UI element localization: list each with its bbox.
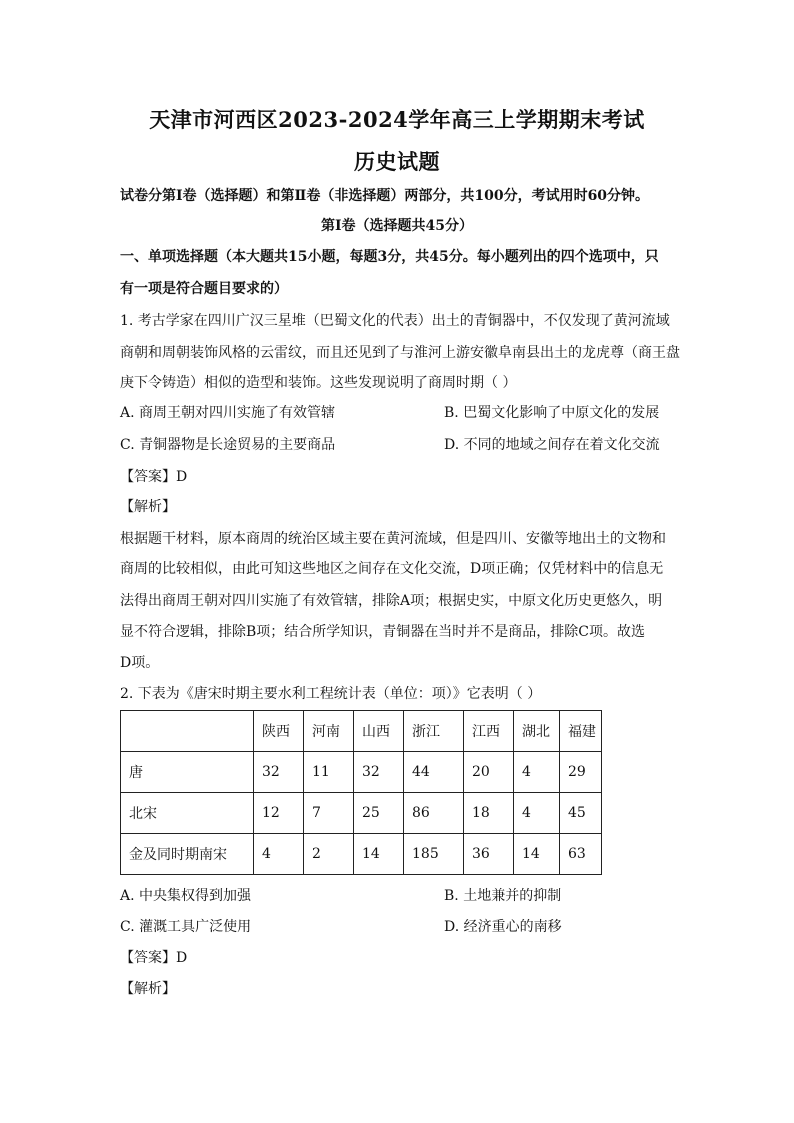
table-cell: 14 — [354, 834, 404, 875]
table-cell: 29 — [560, 752, 602, 793]
table-header-cell: 湖北 — [514, 711, 560, 752]
exam-subtitle: 历史试题 — [354, 149, 440, 174]
table-cell: 2 — [304, 834, 354, 875]
section-title: 第Ⅰ卷（选择题共45分） — [320, 218, 474, 234]
table-cell: 36 — [464, 834, 514, 875]
table-header-cell — [121, 711, 254, 752]
table-cell: 12 — [254, 793, 304, 834]
table-header-cell: 江西 — [464, 711, 514, 752]
q1-analysis-line: D项。 — [120, 655, 160, 671]
q1-stem-line: 1. 考古学家在四川广汉三星堆（巴蜀文化的代表）出土的青铜器中，不仅发现了黄河流域 — [120, 313, 670, 329]
table-cell: 18 — [464, 793, 514, 834]
table-cell: 11 — [304, 752, 354, 793]
table-header-cell: 陕西 — [254, 711, 304, 752]
table-cell: 4 — [254, 834, 304, 875]
table-row — [121, 793, 602, 834]
q1-option-c: C. 青铜器物是长途贸易的主要商品 — [120, 437, 336, 453]
q1-option-d: D. 不同的地域之间存在着文化交流 — [444, 437, 660, 453]
table-cell: 185 — [404, 834, 464, 875]
table-cell: 86 — [404, 793, 464, 834]
exam-title: 天津市河西区2023-2024学年高三上学期期末考试 — [149, 107, 645, 132]
q2-option-a: A. 中央集权得到加强 — [120, 888, 252, 904]
table-cell: 32 — [354, 752, 404, 793]
q2-analysis-label: 【解析】 — [120, 981, 176, 997]
table-cell: 25 — [354, 793, 404, 834]
q2-answer: 【答案】D — [120, 950, 188, 966]
instructions-line: 有一项是符合题目要求的） — [120, 281, 288, 297]
table-header-row — [121, 711, 602, 752]
table-header-cell: 河南 — [304, 711, 354, 752]
table-cell: 7 — [304, 793, 354, 834]
q1-analysis-label: 【解析】 — [120, 499, 176, 515]
q1-option-a: A. 商周王朝对四川实施了有效管辖 — [120, 405, 336, 421]
table-cell: 44 — [404, 752, 464, 793]
q1-analysis-line: 法得出商周王朝对四川实施了有效管辖，排除A项；根据史实，中原文化历史更悠久，明 — [120, 593, 663, 609]
table-cell: 63 — [560, 834, 602, 875]
q2-stem: 2. 下表为《唐宋时期主要水利工程统计表（单位：项）》它表明（ ） — [120, 686, 542, 702]
q1-analysis-line: 商周的比较相似，由此可知这些地区之间存在文化交流，D项正确；仅凭材料中的信息无 — [120, 561, 664, 577]
q1-stem-line: 商朝和周朝装饰风格的云雷纹，而且还见到了与淮河上游安徽阜南县出土的龙虎尊（商王盘 — [120, 345, 680, 361]
q1-option-b: B. 巴蜀文化影响了中原文化的发展 — [444, 405, 660, 421]
irrigation-table — [120, 710, 602, 875]
table-header-cell: 山西 — [354, 711, 404, 752]
table-cell: 金及同时期南宋 — [121, 834, 254, 875]
instructions-line: 一、单项选择题（本大题共15小题，每题3分，共45分。每小题列出的四个选项中，只 — [120, 249, 659, 265]
table-cell: 14 — [514, 834, 560, 875]
q1-analysis-line: 显不符合逻辑，排除B项；结合所学知识，青铜器在当时并不是商品，排除C项。故选 — [120, 624, 645, 640]
q1-analysis-line: 根据题干材料，原本商周的统治区域主要在黄河流域，但是四川、安徽等地出土的文物和 — [120, 531, 666, 547]
table-row — [121, 752, 602, 793]
q2-option-d: D. 经济重心的南移 — [444, 919, 562, 935]
q1-answer: 【答案】D — [120, 469, 188, 485]
table-cell: 北宋 — [121, 793, 254, 834]
table-cell: 45 — [560, 793, 602, 834]
table-row — [121, 834, 602, 875]
table-cell: 4 — [514, 793, 560, 834]
table-cell: 唐 — [121, 752, 254, 793]
table-cell: 4 — [514, 752, 560, 793]
q1-stem-line: 庚下令铸造）相似的造型和装饰。这些发现说明了商周时期（ ） — [120, 375, 517, 391]
q2-option-c: C. 灌溉工具广泛使用 — [120, 919, 252, 935]
exam-intro: 试卷分第Ⅰ卷（选择题）和第Ⅱ卷（非选择题）两部分，共100分，考试用时60分钟。 — [120, 188, 650, 204]
table-cell: 20 — [464, 752, 514, 793]
table-header-cell: 浙江 — [404, 711, 464, 752]
table-header-cell: 福建 — [560, 711, 602, 752]
table-cell: 32 — [254, 752, 304, 793]
q2-option-b: B. 土地兼并的抑制 — [444, 888, 562, 904]
